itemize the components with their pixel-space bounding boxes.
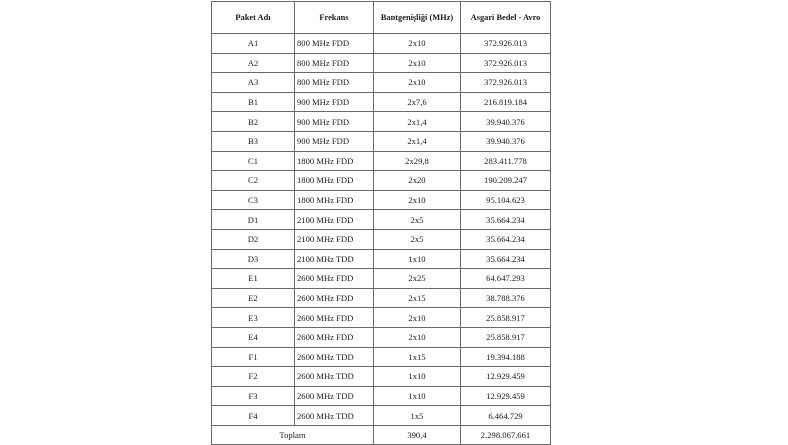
cell-frekans: 900 MHz FDD bbox=[295, 112, 374, 132]
cell-frekans: 1800 MHz FDD bbox=[295, 151, 374, 171]
cell-frekans: 800 MHz FDD bbox=[295, 53, 374, 73]
cell-bantgenisligi: 2x10 bbox=[374, 73, 461, 93]
table-row bbox=[212, 288, 551, 308]
cell-frekans: 2600 MHz FDD bbox=[295, 269, 374, 289]
cell-asgari-bedel: 19.394.188 bbox=[461, 347, 551, 367]
cell-paket-adi: F3 bbox=[212, 386, 295, 406]
cell-bantgenisligi: 2x5 bbox=[374, 229, 461, 249]
cell-paket-adi: A1 bbox=[212, 34, 295, 54]
cell-paket-adi: F1 bbox=[212, 347, 295, 367]
cell-bantgenisligi: 2x5 bbox=[374, 210, 461, 230]
cell-frekans: 2600 MHz FDD bbox=[295, 288, 374, 308]
table-row bbox=[212, 308, 551, 328]
cell-paket-adi: E1 bbox=[212, 269, 295, 289]
cell-frekans: 1800 MHz FDD bbox=[295, 171, 374, 191]
table-row bbox=[212, 367, 551, 387]
total-row bbox=[212, 425, 551, 445]
cell-asgari-bedel: 95.104.623 bbox=[461, 190, 551, 210]
cell-frekans: 1800 MHz FDD bbox=[295, 190, 374, 210]
cell-paket-adi: F4 bbox=[212, 406, 295, 426]
cell-bantgenisligi: 2x10 bbox=[374, 34, 461, 54]
cell-bantgenisligi: 2x15 bbox=[374, 288, 461, 308]
total-price: 2.298.067.661 bbox=[461, 425, 551, 445]
header-asgari-bedel: Asgari Bedel - Avro bbox=[461, 2, 551, 34]
cell-asgari-bedel: 372.926.013 bbox=[461, 34, 551, 54]
cell-frekans: 900 MHz FDD bbox=[295, 131, 374, 151]
cell-paket-adi: D2 bbox=[212, 229, 295, 249]
cell-bantgenisligi: 1x15 bbox=[374, 347, 461, 367]
cell-asgari-bedel: 35.664.234 bbox=[461, 210, 551, 230]
cell-paket-adi: B1 bbox=[212, 92, 295, 112]
cell-frekans: 2600 MHz TDD bbox=[295, 386, 374, 406]
cell-asgari-bedel: 12.929.459 bbox=[461, 367, 551, 387]
table-row bbox=[212, 210, 551, 230]
cell-asgari-bedel: 190.209.247 bbox=[461, 171, 551, 191]
cell-frekans: 800 MHz FDD bbox=[295, 34, 374, 54]
table-row bbox=[212, 249, 551, 269]
cell-asgari-bedel: 64.647.293 bbox=[461, 269, 551, 289]
cell-asgari-bedel: 38.788.376 bbox=[461, 288, 551, 308]
cell-bantgenisligi: 2x10 bbox=[374, 308, 461, 328]
table-row bbox=[212, 34, 551, 54]
cell-bantgenisligi: 2x20 bbox=[374, 171, 461, 191]
cell-bantgenisligi: 2x1,4 bbox=[374, 131, 461, 151]
cell-frekans: 2600 MHz FDD bbox=[295, 327, 374, 347]
cell-paket-adi: E4 bbox=[212, 327, 295, 347]
cell-paket-adi: A3 bbox=[212, 73, 295, 93]
cell-paket-adi: E2 bbox=[212, 288, 295, 308]
table-row bbox=[212, 347, 551, 367]
cell-bantgenisligi: 2x25 bbox=[374, 269, 461, 289]
cell-paket-adi: F2 bbox=[212, 367, 295, 387]
cell-paket-adi: A2 bbox=[212, 53, 295, 73]
cell-bantgenisligi: 1x10 bbox=[374, 249, 461, 269]
cell-frekans: 2100 MHz FDD bbox=[295, 210, 374, 230]
cell-asgari-bedel: 39.940.376 bbox=[461, 131, 551, 151]
table-row bbox=[212, 229, 551, 249]
cell-bantgenisligi: 2x10 bbox=[374, 190, 461, 210]
cell-paket-adi: E3 bbox=[212, 308, 295, 328]
table-row bbox=[212, 171, 551, 191]
cell-frekans: 2100 MHz FDD bbox=[295, 229, 374, 249]
spectrum-auction-table bbox=[211, 1, 551, 445]
cell-asgari-bedel: 39.940.376 bbox=[461, 112, 551, 132]
table-row bbox=[212, 386, 551, 406]
cell-asgari-bedel: 372.926.013 bbox=[461, 53, 551, 73]
header-frekans: Frekans bbox=[295, 2, 374, 34]
cell-bantgenisligi: 1x10 bbox=[374, 386, 461, 406]
table-row bbox=[212, 406, 551, 426]
table-row bbox=[212, 190, 551, 210]
cell-asgari-bedel: 283.411.778 bbox=[461, 151, 551, 171]
cell-paket-adi: B2 bbox=[212, 112, 295, 132]
cell-paket-adi: C2 bbox=[212, 171, 295, 191]
table-row bbox=[212, 327, 551, 347]
cell-frekans: 900 MHz FDD bbox=[295, 92, 374, 112]
cell-frekans: 2600 MHz TDD bbox=[295, 367, 374, 387]
total-label: Toplam bbox=[212, 425, 374, 445]
header-bantgenisligi: Bantgenişliği (MHz) bbox=[374, 2, 461, 34]
cell-bantgenisligi: 1x5 bbox=[374, 406, 461, 426]
cell-frekans: 800 MHz FDD bbox=[295, 73, 374, 93]
table-row bbox=[212, 53, 551, 73]
cell-bantgenisligi: 2x10 bbox=[374, 53, 461, 73]
cell-bantgenisligi: 2x1,4 bbox=[374, 112, 461, 132]
cell-asgari-bedel: 12.929.459 bbox=[461, 386, 551, 406]
table-row bbox=[212, 92, 551, 112]
cell-frekans: 2100 MHz TDD bbox=[295, 249, 374, 269]
cell-paket-adi: C1 bbox=[212, 151, 295, 171]
table-row bbox=[212, 112, 551, 132]
cell-asgari-bedel: 35.664.234 bbox=[461, 229, 551, 249]
table-row bbox=[212, 151, 551, 171]
cell-bantgenisligi: 2x29,8 bbox=[374, 151, 461, 171]
cell-frekans: 2600 MHz FDD bbox=[295, 308, 374, 328]
table-row bbox=[212, 269, 551, 289]
table-body bbox=[212, 34, 551, 426]
cell-frekans: 2600 MHz TDD bbox=[295, 347, 374, 367]
cell-paket-adi: B3 bbox=[212, 131, 295, 151]
cell-bantgenisligi: 1x10 bbox=[374, 367, 461, 387]
cell-asgari-bedel: 25.858.917 bbox=[461, 327, 551, 347]
cell-bantgenisligi: 2x10 bbox=[374, 327, 461, 347]
cell-frekans: 2600 MHz TDD bbox=[295, 406, 374, 426]
cell-paket-adi: D3 bbox=[212, 249, 295, 269]
table-header-row bbox=[212, 2, 551, 34]
cell-asgari-bedel: 372.926.013 bbox=[461, 73, 551, 93]
cell-paket-adi: D1 bbox=[212, 210, 295, 230]
cell-asgari-bedel: 216.819.184 bbox=[461, 92, 551, 112]
total-bandwidth: 390,4 bbox=[374, 425, 461, 445]
table-row bbox=[212, 131, 551, 151]
cell-paket-adi: C3 bbox=[212, 190, 295, 210]
cell-asgari-bedel: 25.858.917 bbox=[461, 308, 551, 328]
cell-asgari-bedel: 6.464.729 bbox=[461, 406, 551, 426]
table-row bbox=[212, 73, 551, 93]
header-paket-adi: Paket Adı bbox=[212, 2, 295, 34]
cell-asgari-bedel: 35.664.234 bbox=[461, 249, 551, 269]
cell-bantgenisligi: 2x7,6 bbox=[374, 92, 461, 112]
